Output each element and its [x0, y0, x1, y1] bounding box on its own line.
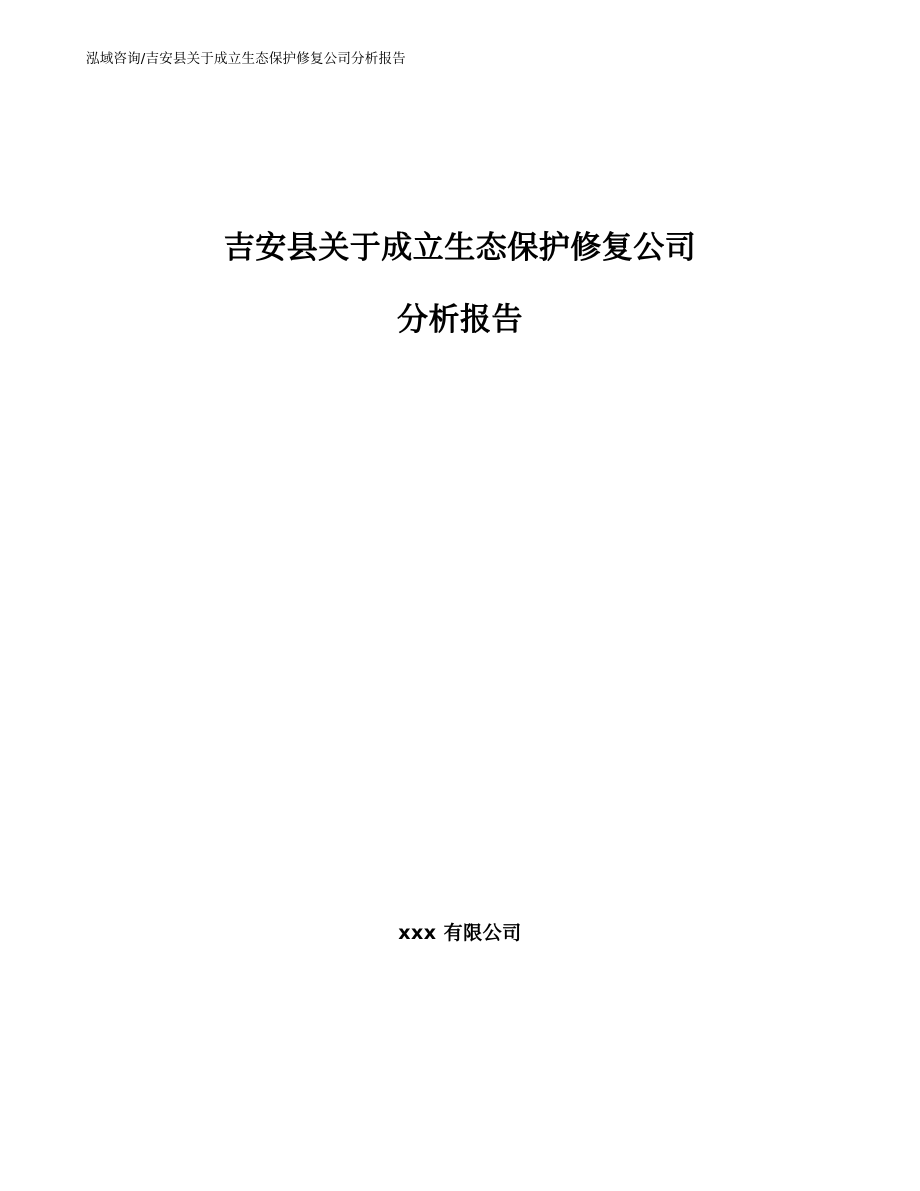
organization-block — [86, 918, 834, 948]
document-header: 泓域咨询/吉安县关于成立生态保护修复公司分析报告 — [86, 51, 406, 67]
document-title — [86, 212, 834, 356]
organization-name: xxx 有限公司 — [398, 922, 522, 944]
page-title-line-2: 分析报告 — [397, 302, 523, 338]
page-title-line-1: 吉安县关于成立生态保护修复公司 — [223, 230, 697, 266]
